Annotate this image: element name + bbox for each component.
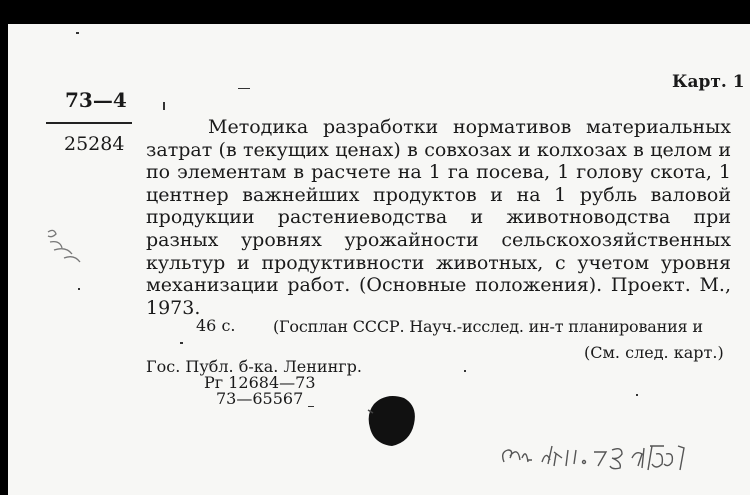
card-number: Карт. 1 bbox=[672, 72, 745, 92]
catalog-card bbox=[8, 24, 750, 495]
continued-note: (См. след. карт.) bbox=[584, 343, 724, 362]
divider-rule bbox=[46, 122, 132, 124]
call-number: 73—4 bbox=[65, 88, 127, 112]
margin-mark bbox=[464, 370, 466, 372]
margin-mark bbox=[308, 406, 314, 407]
inventory-number: 73—65567 bbox=[216, 389, 304, 408]
margin-mark bbox=[163, 102, 165, 110]
margin-mark bbox=[238, 88, 250, 89]
bibliographic-description bbox=[146, 116, 731, 319]
margin-pencil-mark bbox=[42, 224, 88, 268]
ink-stamp-mark bbox=[364, 390, 420, 450]
accession-number: 25284 bbox=[64, 133, 125, 155]
margin-mark bbox=[78, 288, 80, 290]
margin-mark bbox=[76, 32, 79, 34]
description-text: Методика разработки нормативов материальных затрат (в текущих ценах) в совхозах и колхозах в целом и по элементам в расчете на 1 га посева, 1 голову скота, 1 центнер важнейших продуктов и на 1 рубль валовой продукции растениеводства и животноводства при разных уровнях урожайности сельскохозяйственных культур и продуктивности животных, с учетом уровня механизации работ. (Основные положения). Проект. М., 1973. bbox=[146, 116, 731, 319]
handwritten-annotation bbox=[498, 424, 748, 484]
margin-mark bbox=[180, 342, 183, 344]
publisher-note: (Госплан СССР. Науч.-исслед. ин-т планирования и bbox=[273, 317, 703, 336]
page-count: 46 с. bbox=[196, 316, 236, 335]
rg-number: Рг 12684—73 bbox=[204, 373, 316, 392]
margin-mark bbox=[636, 394, 638, 396]
library-name: Гос. Публ. б-ка. Ленингр. bbox=[146, 357, 362, 376]
